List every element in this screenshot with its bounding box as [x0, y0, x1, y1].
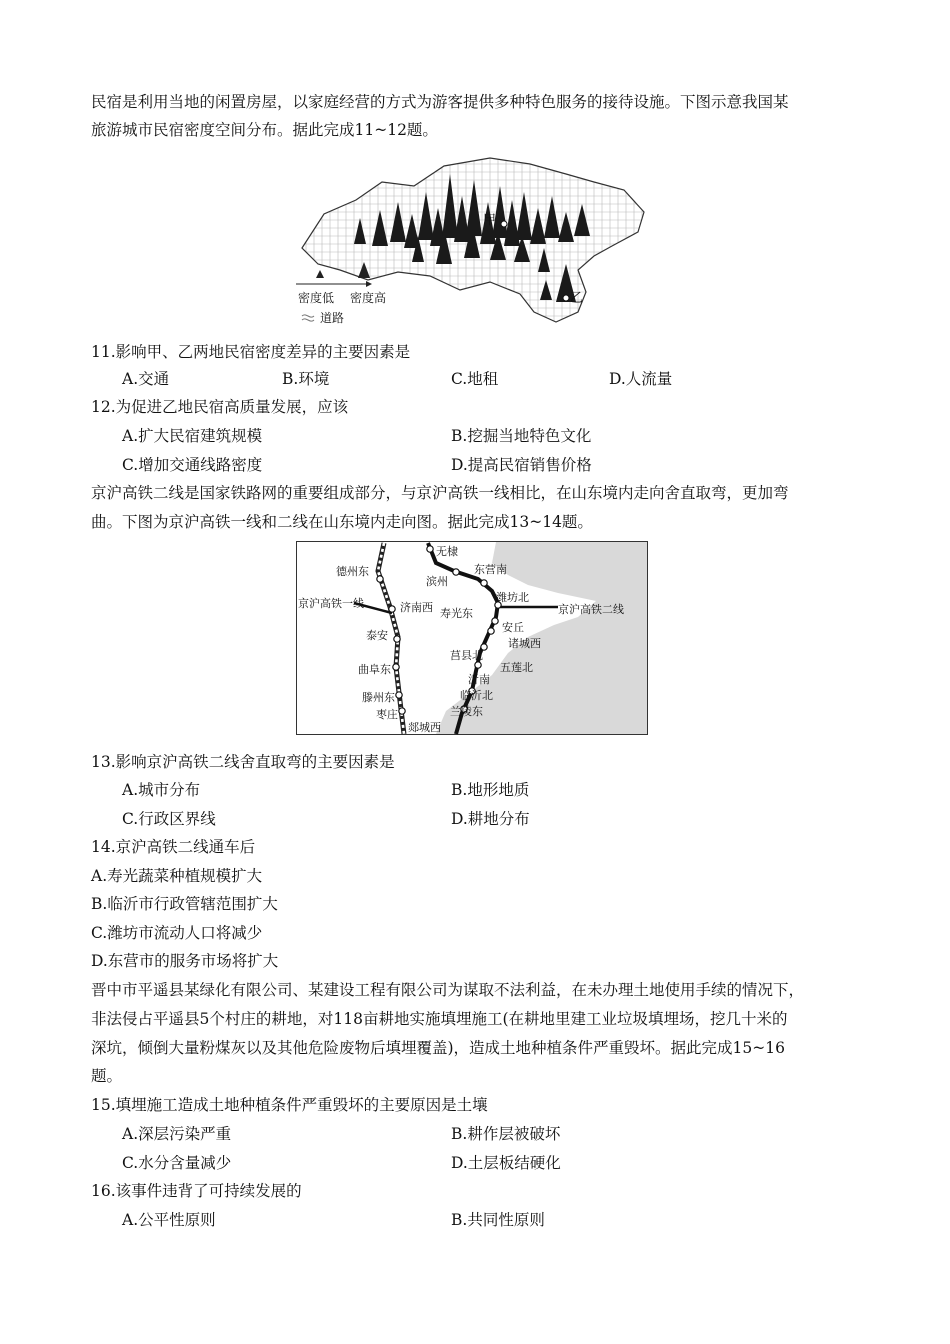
q16-option-b: B.共同性原则 — [451, 1211, 545, 1229]
line1-label: 京沪高铁一线 — [298, 597, 364, 610]
station-linyi: 临沂北 — [460, 689, 493, 702]
q13-option-a: A.城市分布 — [122, 781, 201, 799]
q12-option-a: A.扩大民宿建筑规模 — [122, 427, 263, 445]
q14-option-c: C.潍坊市流动人口将减少 — [91, 924, 263, 942]
station-jinan: 济南西 — [400, 601, 433, 614]
station-taian: 泰安 — [366, 629, 388, 642]
railway-map — [296, 541, 648, 735]
station-dezhou: 德州东 — [336, 565, 369, 578]
line2-label: 京沪高铁二线 — [558, 603, 624, 616]
q12-option-c: C.增加交通线路密度 — [122, 456, 263, 474]
q15-option-b: B.耕作层被破坏 — [451, 1125, 561, 1143]
station-yinan: 沂南 — [468, 673, 490, 686]
homestay-density-map — [294, 152, 650, 328]
q11-stem: 11.影响甲、乙两地民宿密度差异的主要因素是 — [91, 343, 411, 361]
station-qufu: 曲阜东 — [358, 663, 391, 676]
q14-option-d: D.东营市的服务市场将扩大 — [91, 952, 279, 970]
label-jia: 甲 — [483, 213, 497, 228]
q14-option-a: A.寿光蔬菜种植规模扩大 — [91, 867, 263, 885]
passage2-line1: 京沪高铁二线是国家铁路网的重要组成部分，与京沪高铁一线相比，在山东境内走向舍直取弯，更加弯 — [91, 484, 789, 502]
q11-option-a: A.交通 — [122, 370, 170, 388]
legend-road-label: 道路 — [320, 311, 345, 325]
legend-low-label: 密度低 — [298, 291, 335, 305]
q11-option-d: D.人流量 — [609, 370, 673, 388]
q12-option-b: B.挖掘当地特色文化 — [451, 427, 592, 445]
q14-option-b: B.临沂市行政管辖范围扩大 — [91, 895, 278, 913]
station-binzhou: 滨州 — [426, 575, 448, 588]
legend-high-label: 密度高 — [350, 291, 387, 305]
q11-option-c: C.地租 — [451, 370, 499, 388]
q15-option-c: C.水分含量减少 — [122, 1154, 232, 1172]
q16-option-a: A.公平性原则 — [122, 1211, 216, 1229]
station-dongying: 东营南 — [474, 563, 507, 576]
passage1-line1: 民宿是利用当地的闲置房屋，以家庭经营的方式为游客提供多种特色服务的接待设施。下图示意我国某 — [91, 93, 789, 111]
passage2-line2: 曲。下图为京沪高铁一线和二线在山东境内走向图。据此完成13~14题。 — [91, 513, 593, 531]
q11-option-b: B.环境 — [282, 370, 330, 388]
station-zhucheng: 诸城西 — [508, 637, 541, 650]
station-tancheng: 郯城西 — [408, 721, 441, 734]
station-lanling: 兰陵东 — [450, 705, 483, 718]
station-tengzhou: 滕州东 — [362, 691, 395, 704]
q14-stem: 14.京沪高铁二线通车后 — [91, 838, 256, 856]
passage3-line2: 非法侵占平遥县5个村庄的耕地，对118亩耕地实施填埋施工(在耕地里建工业垃圾填埋场，挖几十米的 — [91, 1010, 788, 1028]
passage3-line3: 深坑，倾倒大量粉煤灰以及其他危险废物后填埋覆盖)，造成土地种植条件严重毁坏。据此完成15~16 — [91, 1039, 785, 1057]
q15-option-d: D.土层板结硬化 — [451, 1154, 561, 1172]
q13-option-b: B.地形地质 — [451, 781, 530, 799]
station-anqiu: 安丘 — [502, 621, 524, 634]
passage3-line1: 晋中市平遥县某绿化有限公司、某建设工程有限公司为谋取不法利益，在未办理土地使用手续的情况下， — [91, 981, 805, 999]
station-wudi: 无棣 — [436, 545, 458, 558]
q13-option-c: C.行政区界线 — [122, 810, 216, 828]
q12-stem: 12.为促进乙地民宿高质量发展，应该 — [91, 398, 349, 416]
station-zaozhuang: 枣庄 — [376, 708, 398, 721]
q15-option-a: A.深层污染严重 — [122, 1125, 232, 1143]
station-juxian: 莒县北 — [450, 649, 483, 662]
passage3-line4: 题。 — [91, 1067, 123, 1085]
q16-stem: 16.该事件违背了可持续发展的 — [91, 1182, 302, 1200]
station-wulian: 五莲北 — [500, 661, 533, 674]
label-yi: 乙 — [570, 291, 584, 306]
station-weifang: 潍坊北 — [496, 591, 529, 604]
station-shouguang: 寿光东 — [440, 607, 473, 620]
q13-option-d: D.耕地分布 — [451, 810, 530, 828]
q12-option-d: D.提高民宿销售价格 — [451, 456, 592, 474]
passage1-line2: 旅游城市民宿密度空间分布。据此完成11~12题。 — [91, 121, 438, 139]
q15-stem: 15.填埋施工造成土地种植条件严重毁坏的主要原因是土壤 — [91, 1096, 488, 1114]
q13-stem: 13.影响京沪高铁二线舍直取弯的主要因素是 — [91, 753, 395, 771]
